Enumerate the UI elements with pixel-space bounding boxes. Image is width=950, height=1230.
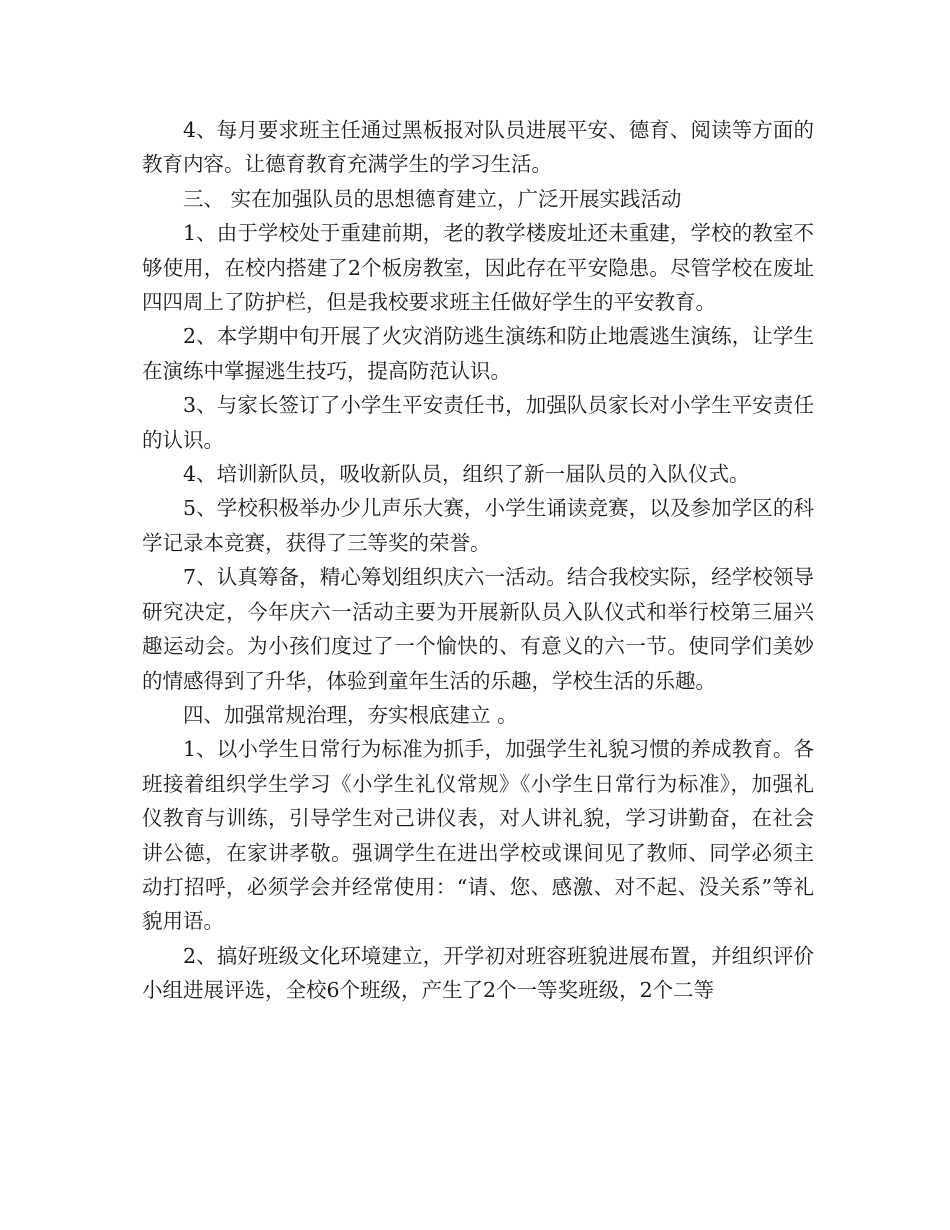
document-body [142, 113, 814, 1008]
paragraph-evacuation-drill: 2、本学期中旬开展了火灾消防逃生演练和防止地震逃生演练，让学生在演练中掌握逃生技巧，提高防范认识。 [142, 324, 814, 383]
paragraph-competitions: 5、学校积极举办少儿声乐大赛，小学生诵读竞赛，以及参加学区的科学记录本竞赛，获得了三等奖的荣誉。 [142, 496, 814, 555]
heading-section-four: 四、加强常规治理，夯实根底建立 。 [183, 702, 518, 727]
paragraph-safety-agreement: 3、与家长签订了小学生平安责任书，加强队员家长对小学生平安责任的认识。 [142, 393, 814, 452]
heading-section-three: 三、 实在加强队员的思想德育建立，广泛开展实践活动 [183, 186, 682, 211]
paragraph-etiquette: 1、以小学生日常行为标准为抓手，加强学生礼貌习惯的养成教育。各班接着组织学生学习《小学生礼仪常规》《小学生日常行为标准》，加强礼仪教育与训练，引导学生对己讲仪表，对人讲礼貌，学习讲勤奋，在社会讲公德，在家讲孝敬。强调学生在进出学校或课间见了教师、同学必须主动打招呼，必须学会并经常使用：“请、您、感激、对不起、没关系”等礼貌用语。 [142, 737, 814, 934]
paragraph-childrens-day: 7、认真筹备，精心筹划组织庆六一活动。结合我校实际，经学校领导研究决定，今年庆六一活动主要为开展新队员入队仪式和举行校第三届兴趣运动会。为小孩们度过了一个愉快的、有意义的六一节。使同学们美妙的情感得到了升华，体验到童年生活的乐趣，学校生活的乐趣。 [142, 565, 814, 693]
paragraph-new-members: 4、培训新队员，吸收新队员，组织了新一届队员的入队仪式。 [183, 462, 750, 487]
paragraph-safety-rebuild: 1、由于学校处于重建前期，老的教学楼废址还未重建，学校的教室不够使用，在校内搭建了2个板房教室，因此存在平安隐患。尽管学校在废址四四周上了防护栏，但是我校要求班主任做好学生的平安教育。 [142, 221, 814, 315]
paragraph-monthly-blackboard: 4、每月要求班主任通过黑板报对队员进展平安、德育、阅读等方面的教育内容。让德育教育充满学生的学习生活。 [142, 118, 814, 177]
paragraph-class-environment: 2、搞好班级文化环境建立，开学初对班容班貌进展布置，并组织评价小组进展评选，全校6个班级，产生了2个一等奖班级，2个二等 [142, 943, 814, 1003]
